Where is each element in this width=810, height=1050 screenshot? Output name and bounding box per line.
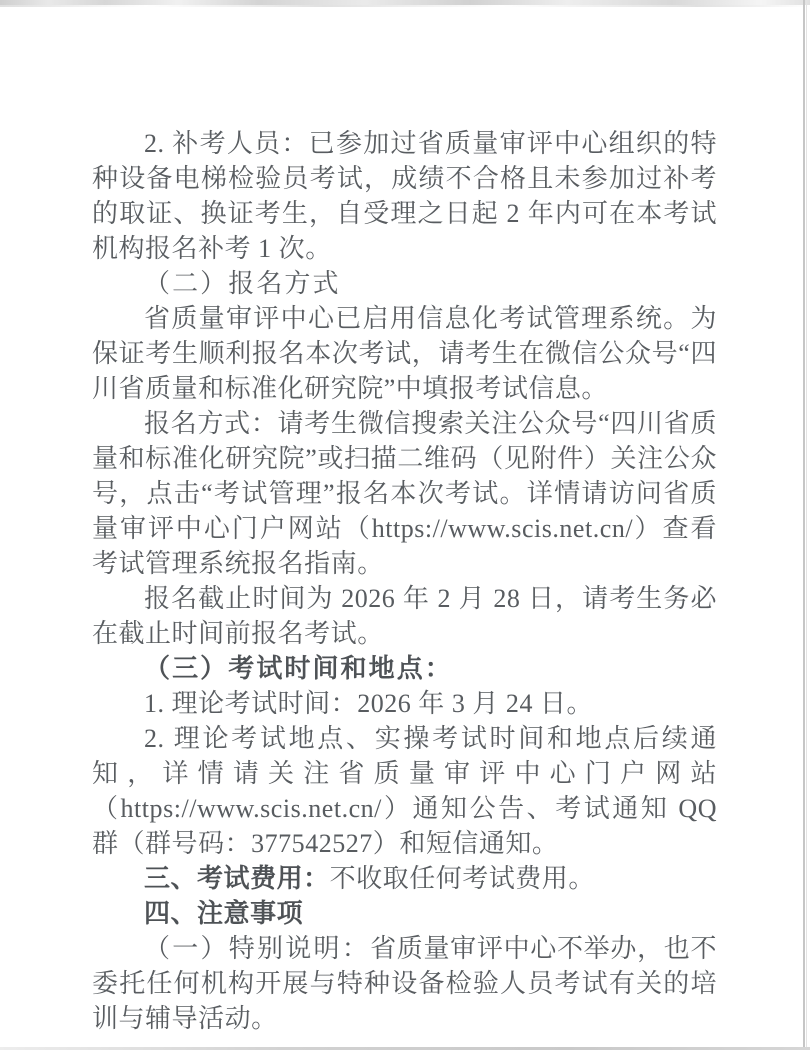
heading-exam-time-place: （三）考试时间和地点： bbox=[144, 654, 453, 683]
scan-top-edge-artifact-soft bbox=[0, 5, 810, 7]
paragraph-special-note bbox=[92, 931, 717, 1036]
exam-fee-label: 三、考试费用： bbox=[144, 863, 330, 893]
paragraph-registration-steps: 报名方式：请考生微信搜索关注公众号“四川省质量和标准化研究院”或扫描二维码（见附件）关注公众号，点击“考试管理”报名本次考试。详情请访问省质量审评中心门户网站（https://www.scis.net.cn/）查看考试管理系统报名指南。 bbox=[92, 409, 717, 578]
paragraph-later-notice: 2. 理论考试地点、实操考试时间和地点后续通知，详情请关注省质量审评中心门户网站（https://www.scis.net.cn/）通知公告、考试通知 QQ 群（群号码：377542527）和短信通知。 bbox=[92, 724, 717, 858]
paragraph-theory-exam-time: 1. 理论考试时间：2026 年 3 月 24 日。 bbox=[144, 689, 594, 718]
exam-fee-text: 不收取任何考试费用。 bbox=[329, 864, 595, 893]
paragraph-retake-policy: 2. 补考人员：已参加过省质量审评中心组织的特种设备电梯检验员考试，成绩不合格且未参加过补考的取证、换证考生，自受理之日起 2 年内可在本考试机构报名补考 1 次。 bbox=[92, 129, 717, 263]
document-body bbox=[92, 126, 717, 1036]
paragraph-exam-system: 省质量审评中心已启用信息化考试管理系统。为保证考生顺利报名本次考试，请考生在微信公众号“四川省质量和标准化研究院”中填报考试信息。 bbox=[92, 304, 717, 403]
scan-right-edge-line-soft bbox=[806, 0, 807, 1050]
paragraph-exam-fee bbox=[92, 861, 717, 896]
special-note-label: （一）特别说明： bbox=[144, 934, 371, 963]
special-note-text: 省质量审评中心不举办，也不委托任何机构开展与特种设备检验人员考试有关的培训与辅导活动。 bbox=[92, 934, 717, 1033]
paragraph-registration-deadline: 报名截止时间为 2026 年 2 月 28 日，请考生务必在截止时间前报名考试。 bbox=[92, 584, 717, 648]
heading-notes: 四、注意事项 bbox=[144, 898, 304, 928]
heading-registration-method: （二）报名方式 bbox=[144, 269, 341, 298]
scan-right-edge-line bbox=[803, 0, 805, 1050]
